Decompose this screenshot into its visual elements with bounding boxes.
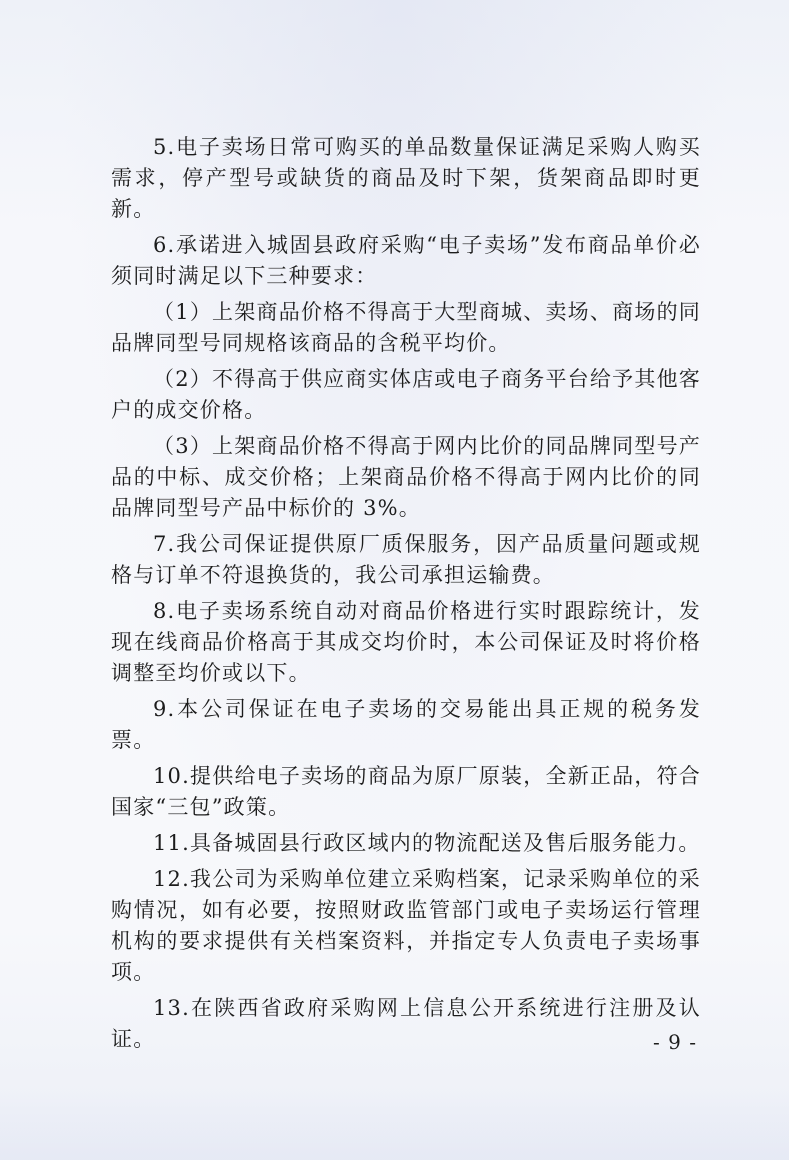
paragraph-item-13: 13.在陕西省政府采购网上信息公开系统进行注册及认证。	[111, 996, 701, 1051]
document-body	[111, 132, 701, 1060]
scan-shading	[0, 1090, 789, 1160]
paragraph-subitem-3: （3）上架商品价格不得高于网内比价的同品牌同型号产品的中标、成交价格；上架商品价格不得高于网内比价的同品牌同型号产品中标价的 3%。	[111, 434, 701, 520]
paragraph-item-8: 8.电子卖场系统自动对商品价格进行实时跟踪统计，发现在线商品价格高于其成交均价时，本公司保证及时将价格调整至均价或以下。	[111, 599, 701, 685]
paragraph-subitem-2: （2）不得高于供应商实体店或电子商务平台给予其他客户的成交价格。	[111, 367, 701, 422]
page-number: - 9 -	[653, 1030, 697, 1054]
paragraph-item-9: 9.本公司保证在电子卖场的交易能出具正规的税务发票。	[111, 697, 701, 752]
paragraph-item-6: 6.承诺进入城固县政府采购“电子卖场”发布商品单价必须同时满足以下三种要求：	[111, 233, 701, 288]
paragraph-subitem-1: （1）上架商品价格不得高于大型商城、卖场、商场的同品牌同型号同规格该商品的含税平均价。	[111, 300, 701, 355]
paragraph-item-5: 5.电子卖场日常可购买的单品数量保证满足采购人购买需求，停产型号或缺货的商品及时下架，货架商品即时更新。	[111, 135, 701, 221]
paragraph-item-7: 7.我公司保证提供原厂质保服务，因产品质量问题或规格与订单不符退换货的，我公司承担运输费。	[111, 532, 701, 587]
paragraph-item-11: 11.具备城固县行政区域内的物流配送及售后服务能力。	[153, 831, 701, 855]
paragraph-item-12: 12.我公司为采购单位建立采购档案，记录采购单位的采购情况，如有必要，按照财政监管部门或电子卖场运行管理机构的要求提供有关档案资料，并指定专人负责电子卖场事项。	[111, 867, 701, 984]
paragraph-item-10: 10.提供给电子卖场的商品为原厂原装，全新正品，符合国家“三包”政策。	[111, 764, 701, 819]
